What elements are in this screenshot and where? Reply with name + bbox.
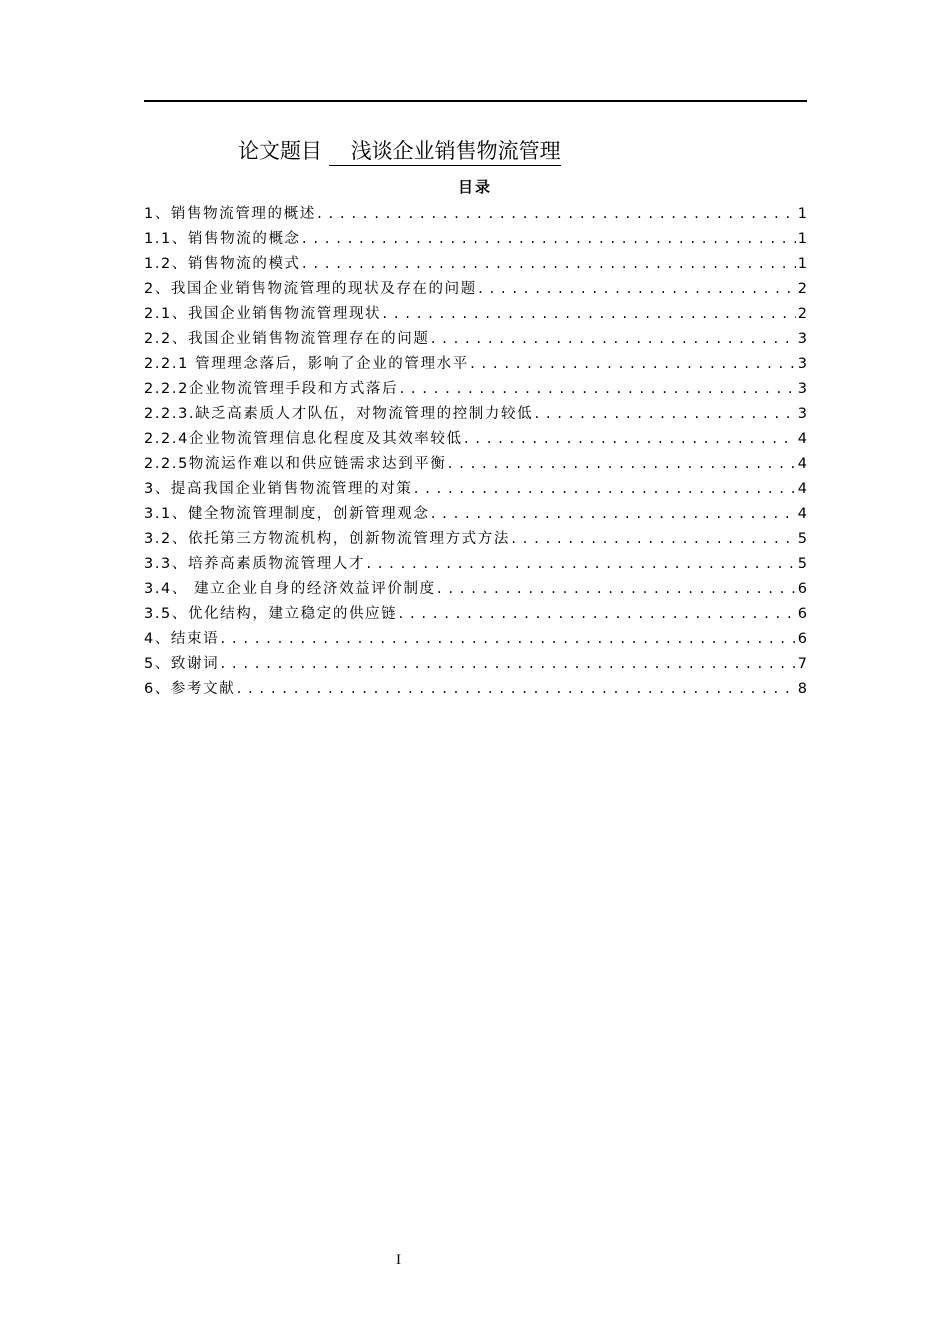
toc-entry[interactable] [144,202,807,227]
toc-entry[interactable] [144,502,807,527]
toc-dot-leader [301,227,796,252]
toc-entry-page: 2 [797,306,807,322]
toc-entry-label: 2.2、我国企业销售物流管理存在的问题 [144,331,430,347]
toc-entry-label: 2.2.1 管理理念落后，影响了企业的管理水平 [144,356,469,372]
toc-entry-label: 4、结束语 [144,631,220,647]
toc-entry[interactable] [144,527,807,552]
toc-entry-label: 2.2.3.缺乏高素质人才队伍，对物流管理的控制力较低 [144,406,534,422]
toc-dot-leader [301,252,796,277]
toc-entry-page: 4 [797,506,807,522]
toc-entry-label: 2.1、我国企业销售物流管理现状 [144,306,382,322]
toc-heading: 目录 [457,178,492,196]
table-of-contents [144,202,807,702]
toc-dot-leader [463,427,796,452]
toc-entry[interactable] [144,477,807,502]
toc-entry[interactable] [144,652,807,677]
toc-entry[interactable] [144,577,807,602]
toc-dot-leader [219,652,796,677]
toc-entry[interactable] [144,602,807,627]
toc-entry-page: 3 [797,406,807,422]
toc-dot-leader [365,552,796,577]
toc-entry-label: 2、我国企业销售物流管理的现状及存在的问题 [144,281,477,297]
toc-entry-label: 3.4、 建立企业自身的经济效益评价制度 [144,581,436,597]
toc-entry[interactable] [144,227,807,252]
toc-entry-label: 2.2.2企业物流管理手段和方式落后 [144,381,399,397]
thesis-title-label: 论文题目 [238,139,322,163]
toc-entry[interactable] [144,327,807,352]
toc-entry-page: 3 [797,331,807,347]
toc-entry-page: 6 [797,581,807,597]
toc-dot-leader [398,377,796,402]
toc-entry[interactable] [144,552,807,577]
toc-dot-leader [436,577,796,602]
toc-dot-leader [510,527,796,552]
toc-dot-leader [397,602,796,627]
toc-dot-leader [219,627,796,652]
toc-entry[interactable] [144,252,807,277]
toc-entry-label: 2.2.4企业物流管理信息化程度及其效率较低 [144,431,463,447]
toc-dot-leader [429,502,795,527]
toc-entry-label: 3.1、健全物流管理制度，创新管理观念 [144,506,430,522]
toc-entry-page: 1 [797,256,807,272]
toc-entry-page: 4 [797,431,807,447]
toc-entry-label: 3.3、培养高素质物流管理人才 [144,556,366,572]
toc-entry-page: 2 [797,281,807,297]
toc-dot-leader [235,677,795,702]
toc-entry-page: 8 [797,681,807,697]
toc-entry-label: 3.5、优化结构，建立稳定的供应链 [144,606,398,622]
toc-entry[interactable] [144,302,807,327]
toc-entry-page: 1 [797,206,807,222]
toc-entry-label: 2.2.5物流运作难以和供应链需求达到平衡 [144,456,447,472]
toc-entry-label: 5、致谢词 [144,656,220,672]
toc-entry-page: 6 [797,631,807,647]
toc-dot-leader [381,302,796,327]
toc-entry-page: 4 [797,481,807,497]
toc-entry-label: 3.2、依托第三方物流机构，创新物流管理方式方法 [144,531,510,547]
toc-entry-page: 4 [797,456,807,472]
toc-entry[interactable] [144,677,807,702]
toc-entry[interactable] [144,377,807,402]
toc-entry[interactable] [144,402,807,427]
toc-entry[interactable] [144,452,807,477]
toc-entry-label: 1.2、销售物流的模式 [144,256,301,272]
toc-entry-label: 1、销售物流管理的概述 [144,206,316,222]
page-number: I [396,1252,401,1268]
toc-entry[interactable] [144,277,807,302]
toc-dot-leader [533,402,796,427]
thesis-title-value: 浅谈企业销售物流管理 [329,138,561,166]
toc-dot-leader [447,452,796,477]
toc-dot-leader [477,277,796,302]
toc-entry-page: 5 [797,556,807,572]
toc-dot-leader [469,352,796,377]
toc-dot-leader [316,202,796,227]
header-rule [144,100,807,102]
toc-entry-label: 3、提高我国企业销售物流管理的对策 [144,481,413,497]
toc-entry[interactable] [144,427,807,452]
toc-dot-leader [429,327,795,352]
toc-entry-page: 3 [797,356,807,372]
toc-dot-leader [412,477,795,502]
toc-entry-page: 3 [797,381,807,397]
toc-entry-label: 1.1、销售物流的概念 [144,231,301,247]
toc-entry-page: 1 [797,231,807,247]
toc-entry-page: 7 [797,656,807,672]
toc-entry-page: 5 [797,531,807,547]
thesis-title [238,136,561,166]
toc-entry-label: 6、参考文献 [144,681,236,697]
toc-entry[interactable] [144,352,807,377]
toc-entry[interactable] [144,627,807,652]
toc-entry-page: 6 [797,606,807,622]
